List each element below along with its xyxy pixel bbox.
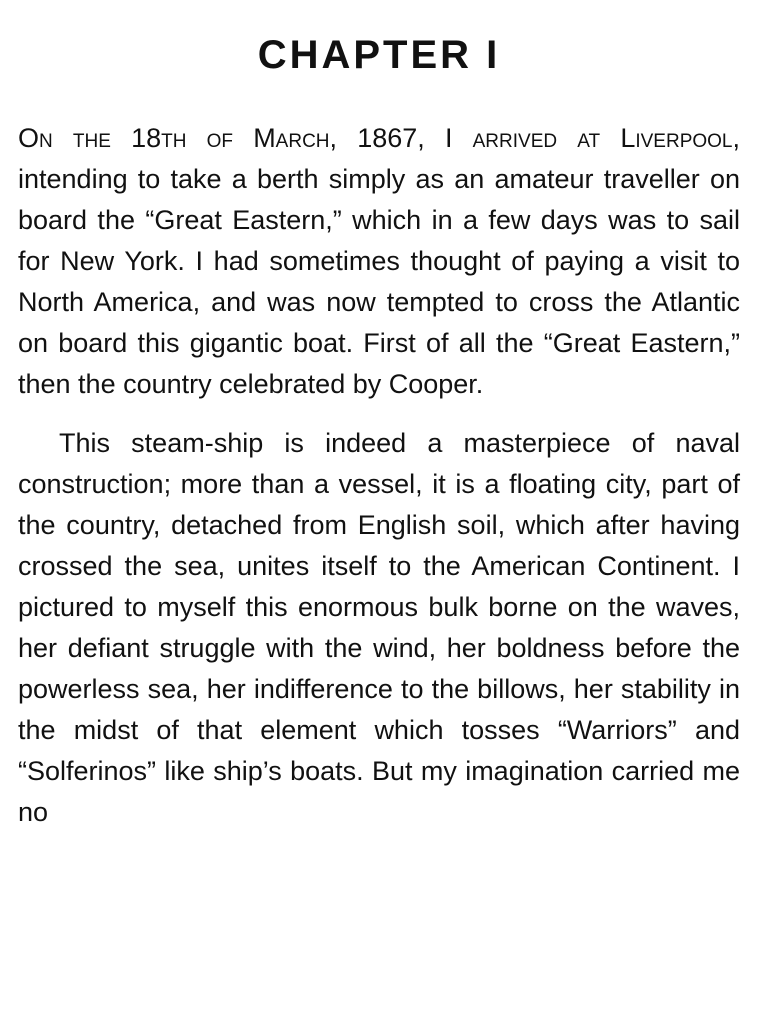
paragraph-1: [18, 118, 740, 405]
book-page: [18, 0, 740, 833]
paragraph-1-body: intending to take a berth simply as an amateur traveller on board the “Great Eastern,” which in a few days was to sail for New York. I had sometimes thought of paying a visit to North America, and was now tempted to cross the Atlantic on board this gigantic boat. First of all the “Great Eastern,” then the country celebrated by Cooper.: [18, 164, 740, 399]
paragraph-1-lead-in: On the 18th of March, 1867, I arrived at Liverpool,: [18, 123, 740, 153]
chapter-title: CHAPTER I: [257, 33, 501, 77]
paragraph-2: This steam-ship is indeed a masterpiece of naval construction; more than a vessel, it is a floating city, part of the country, detached from English soil, which after having crossed the sea, unites itself to the American Continent. I pictured to myself this enormous bulk borne on the waves, her defiant struggle with the wind, her boldness before the powerless sea, her indifference to the billows, her stability in the midst of that element which tosses “Warriors” and “Solferinos” like ship’s boats. But my imagination carried me no: [18, 428, 740, 827]
